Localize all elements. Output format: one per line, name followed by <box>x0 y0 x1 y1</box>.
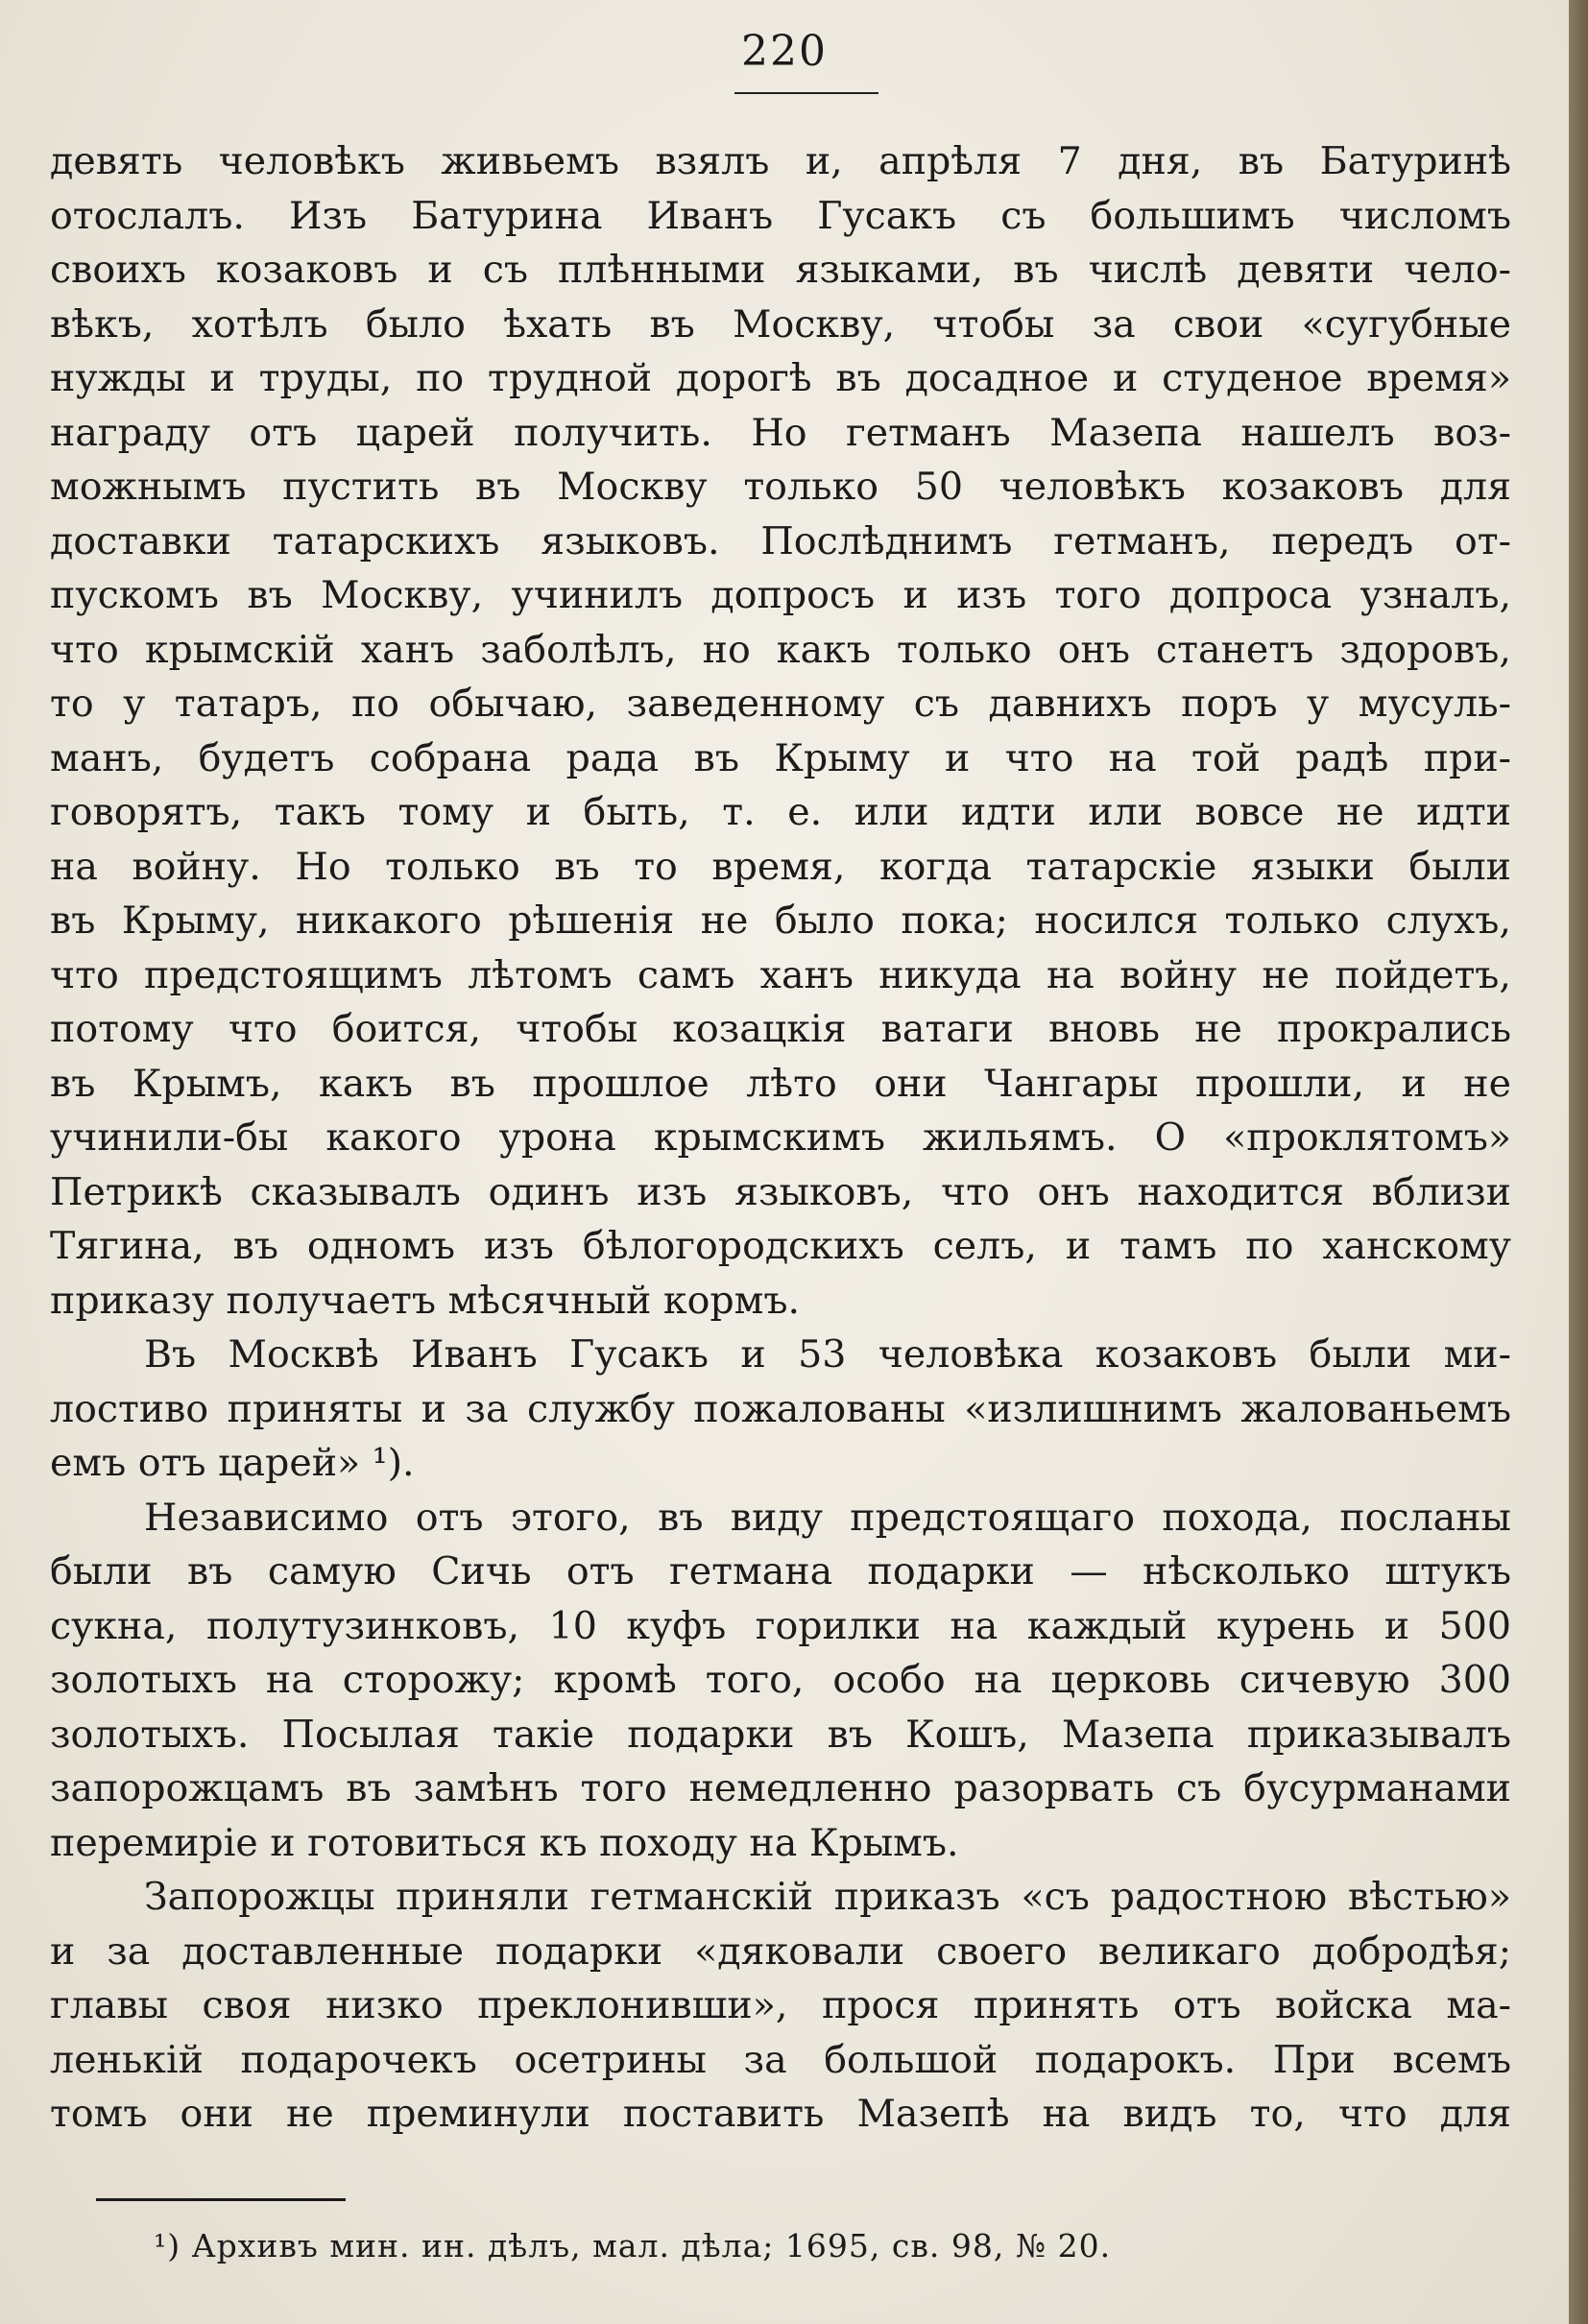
page-edge-shadow <box>1569 0 1588 2324</box>
text-line: можнымъ пустить въ Москву только 50 человѣкъ козаковъ для <box>50 465 1511 509</box>
text-line: и за доставленные подарки «дяковали своего великаго добродѣя; <box>50 1929 1511 1974</box>
text-line: ленькій подарочекъ осетрины за большой подарокъ. При всемъ <box>50 2037 1511 2082</box>
text-line: на войну. Но только въ то время, когда татарскіе языки были <box>50 844 1511 889</box>
text-line: въ Крымъ, какъ въ прошлое лѣто они Чангары прошли, и не <box>50 1061 1511 1106</box>
text-line: что предстоящимъ лѣтомъ самъ ханъ никуда на войну не пойдетъ, <box>50 952 1511 997</box>
page-number: 220 <box>741 27 828 76</box>
text-line: томъ они не преминули поставить Мазепѣ на видъ то, что для <box>50 2092 1511 2136</box>
text-line: въ Крыму, никакого рѣшенія не было пока; носился только слухъ, <box>50 898 1511 943</box>
text-line: говорятъ, такъ тому и быть, т. е. или идти или вовсе не идти <box>50 790 1511 834</box>
text-line: сукна, полутузинковъ, 10 куфъ горилки на каждый курень и 500 <box>50 1603 1511 1648</box>
text-line: вѣкъ, хотѣлъ было ѣхать въ Москву, чтобы за свои «сугубные <box>50 301 1511 347</box>
text-line: лостиво приняты и за службу пожалованы «излишнимъ жалованьемъ <box>50 1386 1511 1431</box>
text-line: Тягина, въ одномъ изъ бѣлогородскихъ селъ, и тамъ по ханскому <box>50 1224 1511 1268</box>
text-line: пускомъ въ Москву, учинилъ допросъ и изъ того допроса узналъ, <box>50 573 1511 617</box>
paragraph-start-line: Независимо отъ этого, въ виду предстоящаго похода, посланы <box>144 1495 1511 1540</box>
footnote-rule <box>96 2198 346 2201</box>
text-line: золотыхъ на сторожу; кромѣ того, особо на церковь сичевую 300 <box>50 1658 1511 1702</box>
header-rule <box>734 92 878 94</box>
paragraph-start-line: Въ Москвѣ Иванъ Гусакъ и 53 человѣка козаковъ были ми- <box>144 1332 1511 1377</box>
text-line: отослалъ. Изъ Батурина Иванъ Гусакъ съ большимъ числомъ <box>50 193 1511 238</box>
text-line: что крымскій ханъ заболѣлъ, но какъ только онъ станетъ здоровъ, <box>50 627 1511 672</box>
text-line: золотыхъ. Посылая такіе подарки въ Кошъ, Мазепа приказывалъ <box>50 1712 1511 1757</box>
text-line: нужды и труды, по трудной дорогѣ въ досадное и студеное время» <box>50 356 1511 400</box>
text-line: награду отъ царей получить. Но гетманъ Мазепа нашелъ воз- <box>50 410 1511 455</box>
text-line: доставки татарскихъ языковъ. Послѣднимъ гетманъ, передъ от- <box>50 518 1511 563</box>
text-line: емъ отъ царей» ¹). <box>50 1441 415 1485</box>
text-line: учинили-бы какого урона крымскимъ жильямъ. О «проклятомъ» <box>50 1115 1511 1160</box>
text-line: потому что боится, чтобы козацкія ватаги вновь не прокрались <box>50 1007 1511 1051</box>
paragraph-start-line: Запорожцы приняли гетманскій приказъ «съ радостною вѣстью» <box>144 1875 1511 1919</box>
text-line: то у татаръ, по обычаю, заведенному съ давнихъ поръ у мусуль- <box>50 682 1511 726</box>
text-line: Петрикѣ сказывалъ одинъ изъ языковъ, что онъ находится вблизи <box>50 1169 1511 1214</box>
footnote: ¹) Архивъ мин. ин. дѣлъ, мал. дѣла; 1695, св. 98, № 20. <box>154 2227 1112 2264</box>
body-text <box>50 134 1511 2142</box>
text-line: запорожцамъ въ замѣнъ того немедленно разорвать съ бусурманами <box>50 1766 1511 1810</box>
text-line: были въ самую Сичь отъ гетмана подарки — нѣсколько штукъ <box>50 1549 1511 1593</box>
text-line: перемиріе и готовиться къ походу на Крымъ. <box>50 1820 959 1865</box>
text-line: манъ, будетъ собрана рада въ Крыму и что на той радѣ при- <box>50 735 1511 780</box>
text-line: своихъ козаковъ и съ плѣнными языками, въ числѣ девяти чело- <box>50 248 1511 292</box>
text-line: приказу получаетъ мѣсячный кормъ. <box>50 1278 801 1323</box>
text-line: девять человѣкъ живьемъ взялъ и, апрѣля 7 дня, въ Батуринѣ <box>50 139 1511 183</box>
text-line: главы своя низко преклонивши», прося принять отъ войска ма- <box>50 1983 1511 2027</box>
